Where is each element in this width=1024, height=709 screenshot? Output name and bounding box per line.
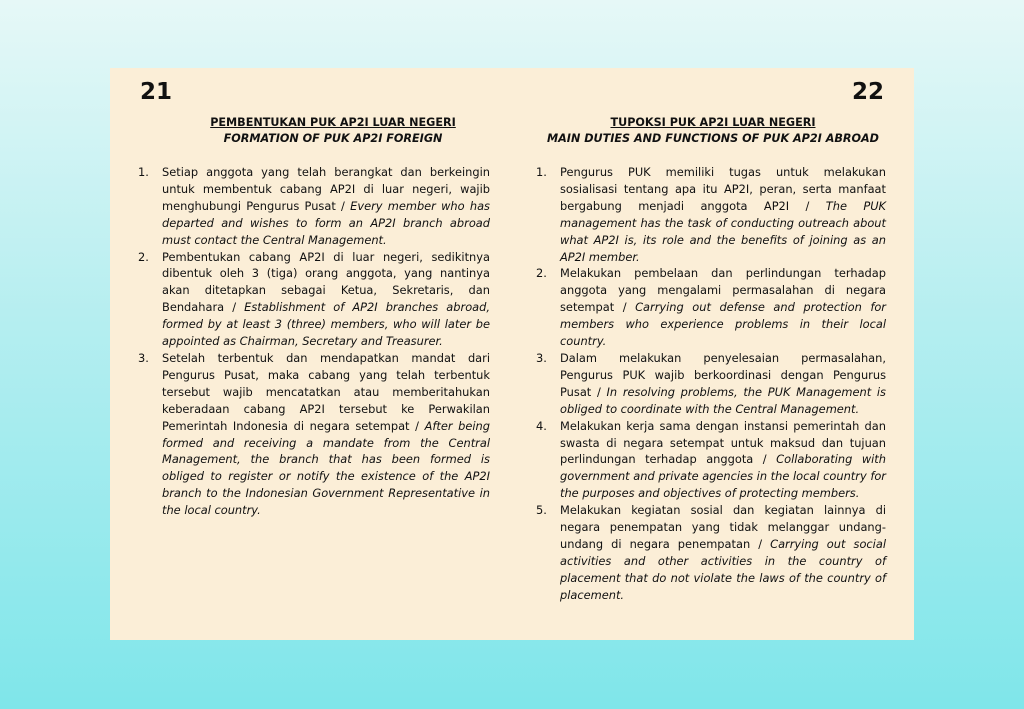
item-text-id: Setiap anggota yang telah berangkat dan berkeingin untuk membentuk cabang AP2I di luar negeri, wajib menghubungi Pengurus Pusat / — [162, 165, 490, 213]
section-subtitle: MAIN DUTIES AND FUNCTIONS OF PUK AP2I ABROAD — [547, 132, 879, 145]
page-number: 22 — [851, 79, 884, 105]
item-text-id: Pembentukan cabang AP2I di luar negeri, sedikitnya dibentuk oleh 3 (tiga) orang anggota, yang nantinya akan ditetapkan sebagai Ketua, Sekretaris, dan Bendahara / — [162, 249, 490, 315]
list-item — [536, 418, 886, 503]
item-text-en: Carrying out social activities and other activities in the country of placement that do not violate the laws of the country of placement. — [560, 536, 886, 602]
item-number: 3. — [536, 350, 547, 365]
item-number: 1. — [138, 165, 149, 179]
item-text-en: Every member who has departed and wishes to form an AP2I branch abroad must contact the Central Management. — [162, 198, 490, 247]
item-text-en: Collaborating with government and private agencies in the local country for the purposes and objectives of protecting members. — [560, 452, 886, 501]
page-21 — [110, 68, 512, 640]
item-number: 5. — [536, 503, 547, 518]
item-number: 2. — [536, 266, 547, 281]
item-text-en: After being formed and receiving a mandate from the Central Management, the branch that has been formed is obliged to register or notify the existence of the AP2I branch to the Indonesian Government Representative in the local country. — [162, 418, 490, 518]
section-subtitle: FORMATION OF PUK AP2I FOREIGN — [223, 132, 443, 145]
booklet-spread — [110, 68, 914, 640]
item-text-id: Melakukan kegiatan sosial dan kegiatan lainnya di negara penempatan yang tidak melanggar undang-undang di negara penempatan / — [560, 503, 886, 551]
item-text-en: In resolving problems, the PUK Management is obliged to coordinate with the Central Management. — [560, 384, 886, 416]
item-text-en: Carrying out defense and protection for members who experience problems in their local country. — [560, 300, 886, 349]
item-text-id: Melakukan kerja sama dengan instansi pemerintah dan swasta di negara setempat untuk maksud dan tujuan perlindungan terhadap anggota / — [560, 418, 886, 467]
item-text-en: The PUK management has the task of conducting outreach about what AP2I is, its role and the benefits of joining as an AP2I member. — [560, 198, 887, 264]
item-text-id: Melakukan pembelaan dan perlindungan terhadap anggota yang mengalami permasalahan di negara setempat / — [560, 266, 886, 315]
item-text-en: Establishment of AP2I branches abroad, formed by at least 3 (three) members, who will later be appointed as Chairman, Secretary and Treasurer. — [162, 300, 490, 349]
list-item — [536, 265, 886, 350]
page-22 — [512, 68, 914, 640]
item-number: 1. — [536, 165, 547, 179]
item-number: 4. — [536, 418, 547, 433]
list-item — [138, 164, 490, 249]
numbered-list — [536, 164, 886, 604]
item-number: 2. — [138, 249, 149, 264]
item-number: 3. — [138, 350, 149, 365]
list-item — [138, 249, 490, 350]
numbered-list — [138, 164, 490, 519]
item-text-id: Pengurus PUK memiliki tugas untuk melakukan sosialisasi tentang apa itu AP2I, peran, serta manfaat bergabung menjadi anggota AP2I / — [560, 165, 886, 213]
item-text-id: Setelah terbentuk dan mendapatkan mandat dari Pengurus Pusat, maka cabang yang telah terbentuk tersebut wajib mencatatkan atau memberitahukan keberadaan cabang AP2I tersebut ke Perwakilan Pemerintah Indonesia di negara setempat / — [162, 350, 490, 433]
page-number: 21 — [140, 79, 173, 105]
section-title: PEMBENTUKAN PUK AP2I LUAR NEGERI — [210, 116, 456, 129]
section-heading — [512, 115, 914, 147]
list-item — [536, 502, 886, 603]
item-text-id: Dalam melakukan penyelesaian permasalahan, Pengurus PUK wajib berkoordinasi dengan Pengurus Pusat / — [560, 350, 886, 399]
list-item — [536, 164, 886, 265]
list-item — [138, 350, 490, 519]
section-title: TUPOKSI PUK AP2I LUAR NEGERI — [610, 116, 816, 129]
list-item — [536, 350, 886, 418]
section-heading — [154, 115, 512, 147]
